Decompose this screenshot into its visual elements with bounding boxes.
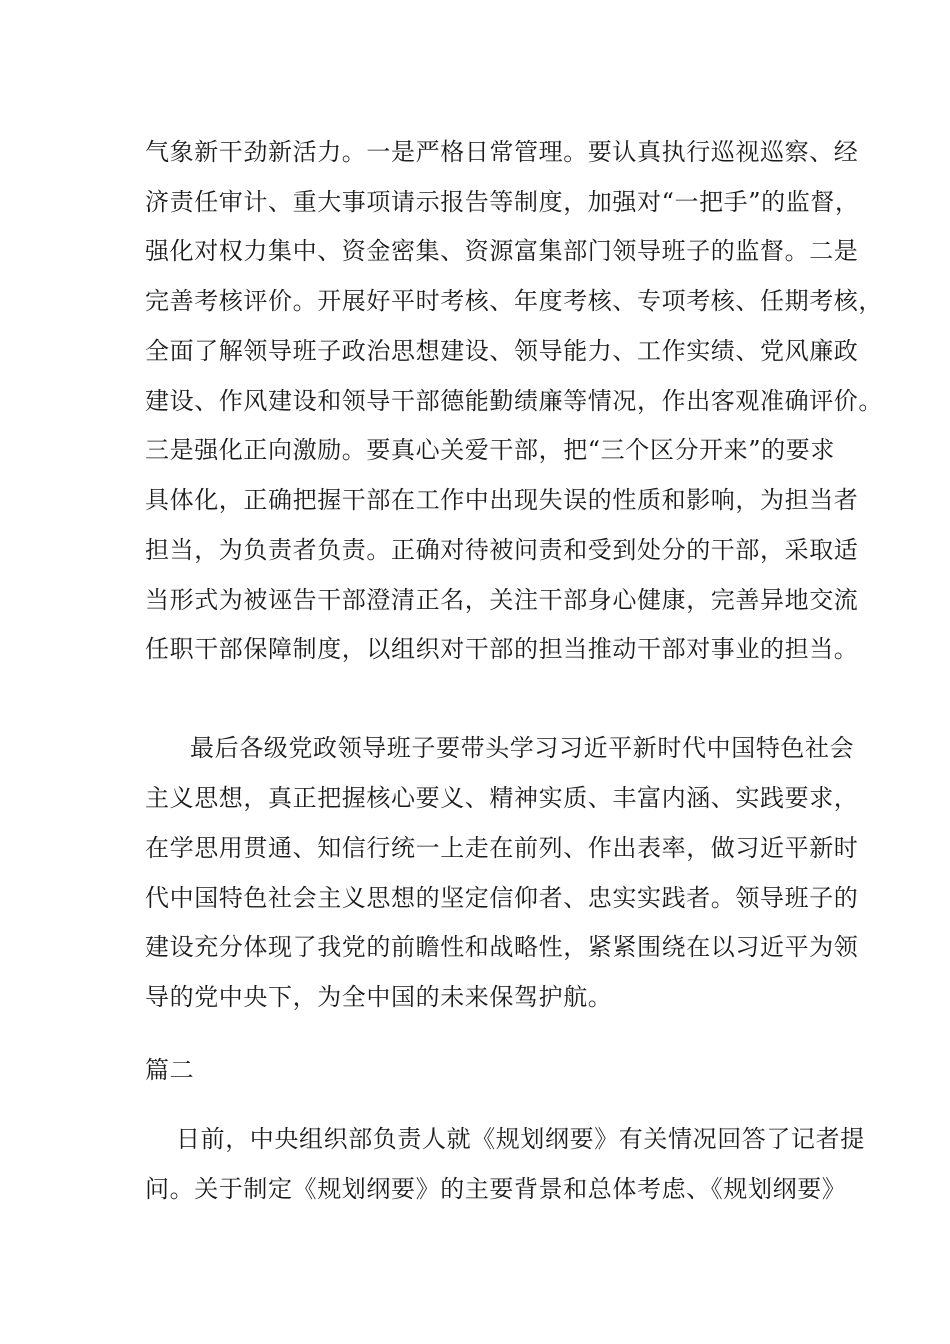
paragraph-line: 问。关于制定《规划纲要》的主要背景和总体考虑、《规划纲要》 [145, 1175, 847, 1203]
section-heading: 篇二 [145, 1056, 195, 1084]
paragraph-line: 三是强化正向激励。要真心关爱干部，把“三个区分开来”的要求 [145, 436, 835, 464]
paragraph-line: 建设充分体现了我党的前瞻性和战略性，紧紧围绕在以习近平为领 [145, 933, 859, 961]
paragraph-line: 导的党中央下，为全中国的未来保驾护航。 [145, 983, 613, 1011]
paragraph-line: 建设、作风建设和领导干部德能勤绩廉等情况，作出客观准确评价。 [145, 387, 883, 415]
paragraph-line: 强化对权力集中、资金密集、资源富集部门领导班子的监督。二是 [145, 237, 859, 265]
paragraph-line: 任职干部保障制度，以组织对干部的担当推动干部对事业的担当。 [145, 635, 859, 663]
paragraph-line: 日前，中央组织部负责人就《规划纲要》有关情况回答了记者提 [176, 1125, 865, 1153]
paragraph-line: 在学思用贯通、知信行统一上走在前列、作出表率，做习近平新时 [145, 834, 859, 862]
paragraph-line: 担当，为负责者负责。正确对待被问责和受到处分的干部，采取适 [145, 536, 859, 564]
paragraph-line: 当形式为被诬告干部澄清正名，关注干部身心健康，完善异地交流 [145, 586, 859, 614]
paragraph-line: 气象新干劲新活力。一是严格日常管理。要认真执行巡视巡察、经 [145, 138, 859, 166]
paragraph-line: 全面了解领导班子政治思想建设、领导能力、工作实绩、党风廉政 [145, 337, 859, 365]
paragraph-line: 主义思想，真正把握核心要义、精神实质、丰富内涵、实践要求， [145, 784, 859, 812]
paragraph-line: 济责任审计、重大事项请示报告等制度，加强对“一把手”的监督， [145, 188, 860, 216]
paragraph-line: 代中国特色社会主义思想的坚定信仰者、忠实实践者。领导班子的 [145, 884, 859, 912]
paragraph-line: 最后各级党政领导班子要带头学习习近平新时代中国特色社会 [190, 734, 855, 762]
paragraph-line: 完善考核评价。开展好平时考核、年度考核、专项考核、任期考核， [145, 287, 883, 315]
paragraph-line: 具体化，正确把握干部在工作中出现失误的性质和影响，为担当者 [145, 486, 859, 514]
